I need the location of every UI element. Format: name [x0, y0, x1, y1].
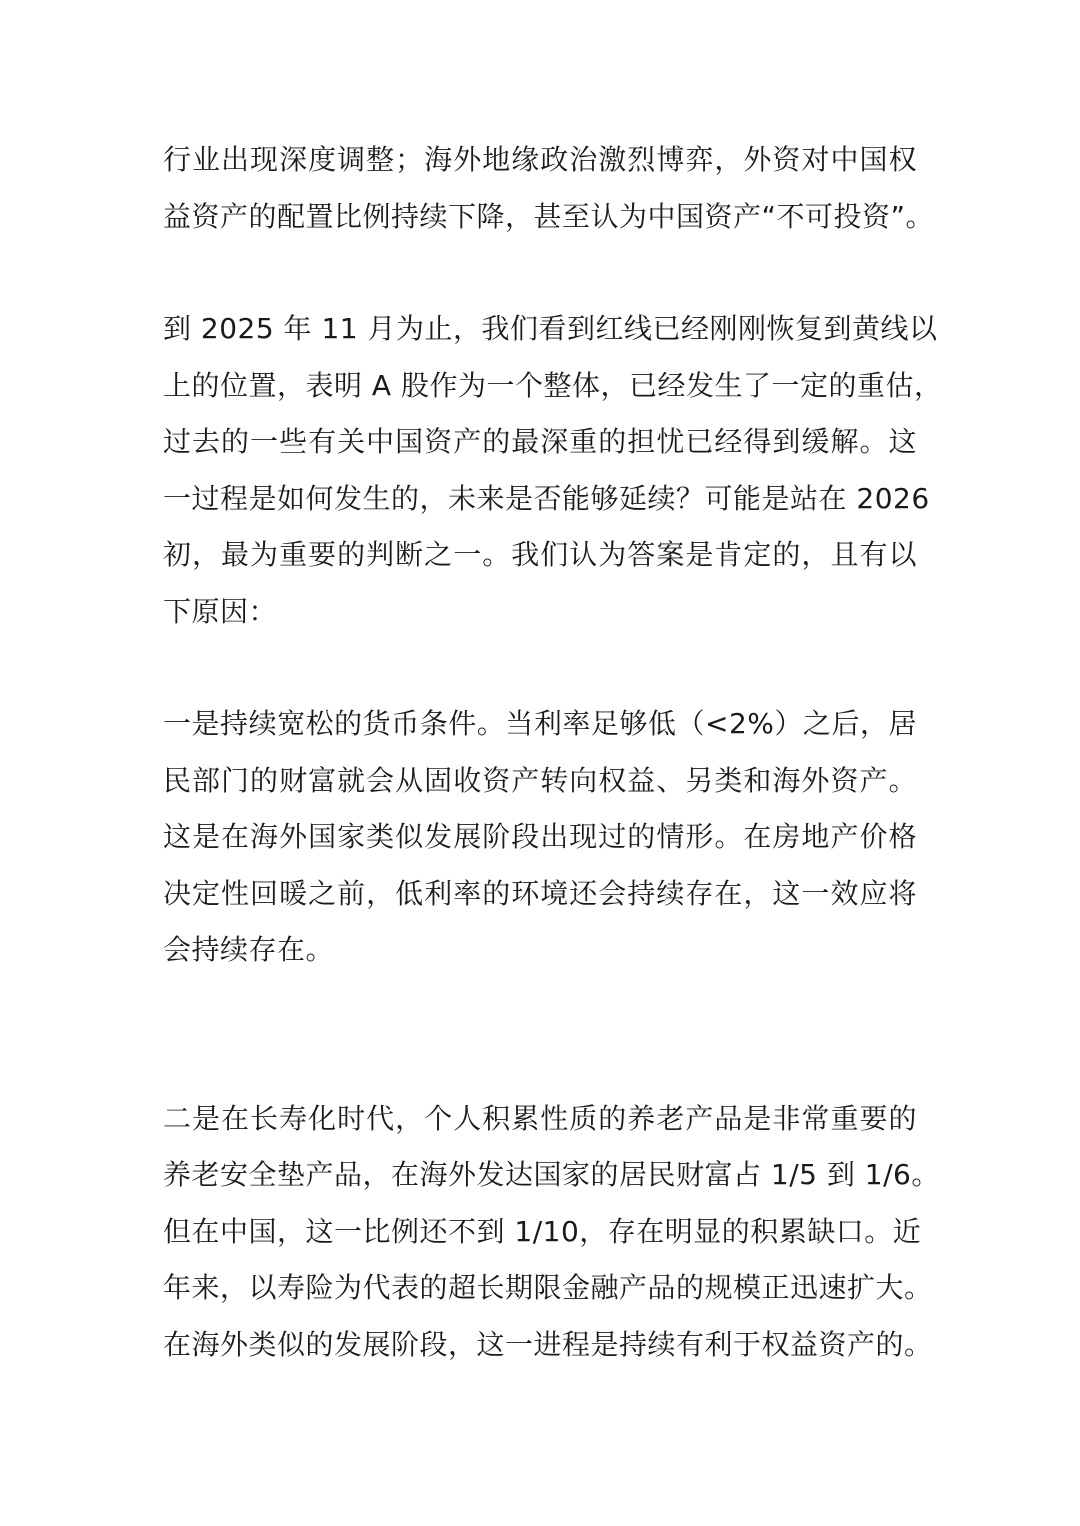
text-line: 二是在长寿化时代，个人积累性质的养老产品是非常重要的	[163, 1101, 917, 1135]
text-line: 在海外类似的发展阶段，这一进程是持续有利于权益资产的。	[163, 1327, 933, 1361]
text-line: 年来，以寿险为代表的超长期限金融产品的规模正迅速扩大。	[163, 1271, 933, 1304]
text-line: 上的位置，表明 A 股作为一个整体，已经发生了一定的重估，	[163, 368, 943, 402]
text-line: 这是在海外国家类似发展阶段出现过的情形。在房地产价格	[163, 820, 917, 853]
text-line: 到 2025 年 11 月为止，我们看到红线已经刚刚恢复到黄线以	[163, 312, 938, 345]
text-line: 初，最为重要的判断之一。我们认为答案是肯定的，且有以	[163, 538, 917, 571]
text-line: 益资产的配置比例持续下降，甚至认为中国资产“不可投资”。	[163, 199, 935, 233]
paragraph-4	[163, 1091, 940, 1374]
text-line: 下原因：	[163, 594, 278, 628]
paragraph-spacer	[163, 640, 917, 696]
text-line: 过去的一些有关中国资产的最深重的担忧已经得到缓解。这	[163, 425, 917, 458]
paragraph-2	[163, 301, 943, 640]
paragraph-1	[163, 132, 935, 245]
article-body	[163, 132, 943, 1373]
text-line: 但在中国，这一比例还不到 1/10，存在明显的积累缺口。近	[163, 1214, 922, 1248]
paragraph-3	[163, 696, 917, 979]
text-line: 一过程是如何发生的，未来是否能够延续？可能是站在 2026	[163, 481, 930, 515]
text-line: 行业出现深度调整；海外地缘政治激烈博弈，外资对中国权	[163, 143, 917, 176]
paragraph-spacer	[163, 245, 917, 301]
text-line: 一是持续宽松的货币条件。当利率足够低（<2%）之后，居	[163, 707, 917, 740]
text-line: 会持续存在。	[163, 933, 335, 966]
text-line: 民部门的财富就会从固收资产转向权益、另类和海外资产。	[163, 763, 917, 797]
text-line: 决定性回暖之前，低利率的环境还会持续存在，这一效应将	[163, 876, 917, 910]
text-line: 养老安全垫产品，在海外发达国家的居民财富占 1/5 到 1/6。	[163, 1158, 940, 1191]
paragraph-spacer	[163, 979, 917, 1091]
